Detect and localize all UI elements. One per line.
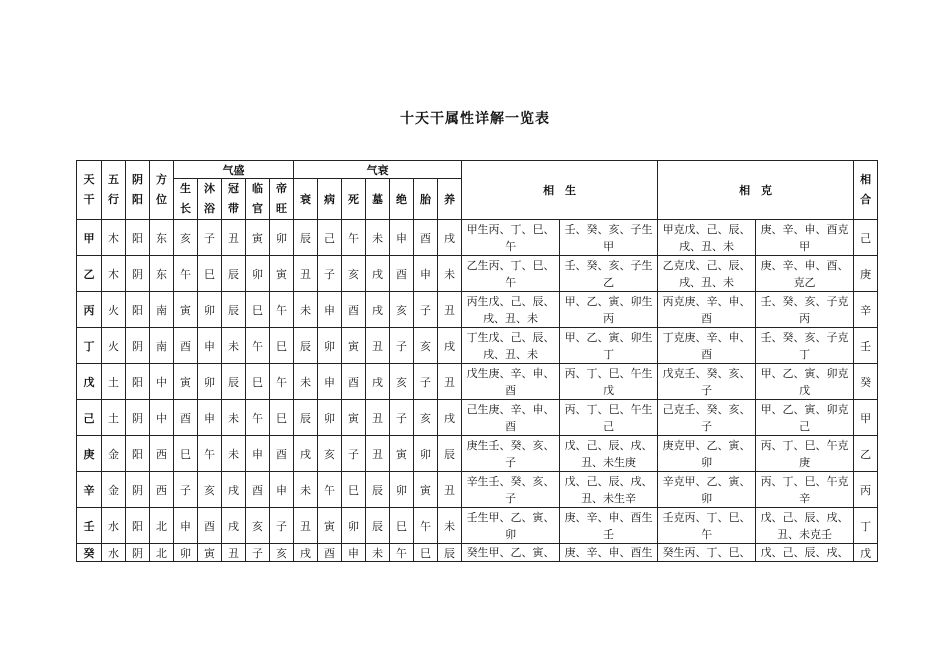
header-sheng-col: 帝 旺 (270, 179, 294, 220)
wuxing-cell: 金 (102, 472, 126, 508)
header-xiangke: 相 克 (658, 161, 854, 220)
stage-cell: 酉 (198, 508, 222, 544)
header-sheng-col: 生 长 (174, 179, 198, 220)
xiangke-out-cell: 乙克戊、己、辰、戌、丑、未 (658, 256, 756, 292)
header-shuai-col: 病 (318, 179, 342, 220)
stage-cell: 丑 (294, 508, 318, 544)
xiangsheng-out-cell: 己生庚、辛、申、酉 (462, 400, 560, 436)
stem-cell: 辛 (77, 472, 102, 508)
stage-cell: 未 (438, 256, 462, 292)
stage-cell: 亥 (390, 364, 414, 400)
stem-cell: 壬 (77, 508, 102, 544)
xiangke-in-cell: 戊、己、辰、戌、丑、未克壬 (756, 508, 854, 544)
xianghe-cell: 乙 (854, 436, 878, 472)
fangwei-cell: 南 (150, 328, 174, 364)
stage-cell: 午 (198, 436, 222, 472)
xianghe-cell: 庚 (854, 256, 878, 292)
stage-cell: 申 (318, 364, 342, 400)
stage-cell: 亥 (414, 400, 438, 436)
stage-cell: 午 (246, 328, 270, 364)
stage-cell: 卯 (270, 220, 294, 256)
stage-cell: 辰 (438, 544, 462, 562)
stage-cell: 午 (390, 544, 414, 562)
stage-cell: 寅 (270, 256, 294, 292)
stage-cell: 申 (270, 472, 294, 508)
yinyang-cell: 阳 (126, 220, 150, 256)
stage-cell: 酉 (174, 400, 198, 436)
stage-cell: 卯 (318, 400, 342, 436)
yinyang-cell: 阳 (126, 508, 150, 544)
table-row (77, 544, 878, 562)
stage-cell: 子 (390, 400, 414, 436)
stage-cell: 子 (390, 328, 414, 364)
xiangke-out-cell: 辛克甲、乙、寅、卯 (658, 472, 756, 508)
xiangsheng-in-cell: 庚、辛、申、酉生 (560, 544, 658, 562)
stage-cell: 戌 (438, 400, 462, 436)
stage-cell: 巳 (390, 508, 414, 544)
xiangsheng-out-cell: 丙生戊、己、辰、戌、丑、未 (462, 292, 560, 328)
stage-cell: 午 (174, 256, 198, 292)
stage-cell: 子 (342, 436, 366, 472)
stage-cell: 丑 (438, 364, 462, 400)
stage-cell: 寅 (198, 544, 222, 562)
xiangke-in-cell: 壬、癸、亥、子克丁 (756, 328, 854, 364)
stage-cell: 卯 (246, 256, 270, 292)
stage-cell: 未 (366, 220, 390, 256)
stage-cell: 丑 (366, 328, 390, 364)
xianghe-cell: 丁 (854, 508, 878, 544)
xiangke-in-cell: 丙、丁、巳、午克庚 (756, 436, 854, 472)
header-yinyang: 阴 阳 (126, 161, 150, 220)
stage-cell: 申 (246, 436, 270, 472)
table-row (77, 220, 878, 256)
fangwei-cell: 中 (150, 400, 174, 436)
header-wuxing: 五 行 (102, 161, 126, 220)
stage-cell: 未 (438, 508, 462, 544)
xiangsheng-in-cell: 丙、丁、巳、午生戊 (560, 364, 658, 400)
header-shuai-col: 死 (342, 179, 366, 220)
stage-cell: 戌 (366, 364, 390, 400)
wuxing-cell: 土 (102, 364, 126, 400)
table-row (77, 364, 878, 400)
stage-cell: 卯 (198, 292, 222, 328)
xiangke-in-cell: 庚、辛、申、酉克甲 (756, 220, 854, 256)
stem-cell: 丁 (77, 328, 102, 364)
stage-cell: 未 (294, 292, 318, 328)
stage-cell: 亥 (198, 472, 222, 508)
stage-cell: 卯 (198, 364, 222, 400)
xiangsheng-in-cell: 壬、癸、亥、子生甲 (560, 220, 658, 256)
xianghe-cell: 丙 (854, 472, 878, 508)
stage-cell: 寅 (174, 364, 198, 400)
xiangsheng-in-cell: 庚、辛、申、酉生壬 (560, 508, 658, 544)
header-fangwei: 方 位 (150, 161, 174, 220)
xiangke-out-cell: 己克壬、癸、亥、子 (658, 400, 756, 436)
stage-cell: 丑 (366, 436, 390, 472)
table-row (77, 508, 878, 544)
stage-cell: 酉 (174, 328, 198, 364)
stage-cell: 子 (318, 256, 342, 292)
stage-cell: 戌 (366, 292, 390, 328)
xiangsheng-out-cell: 壬生甲、乙、寅、卯 (462, 508, 560, 544)
stage-cell: 未 (222, 328, 246, 364)
stage-cell: 午 (342, 220, 366, 256)
xiangke-in-cell: 庚、辛、申、酉、克乙 (756, 256, 854, 292)
stage-cell: 未 (222, 400, 246, 436)
stage-cell: 丑 (438, 292, 462, 328)
xiangke-in-cell: 丙、丁、巳、午克辛 (756, 472, 854, 508)
xiangke-in-cell: 壬、癸、亥、子克丙 (756, 292, 854, 328)
xiangsheng-out-cell: 辛生壬、癸、亥、子 (462, 472, 560, 508)
stage-cell: 辰 (294, 328, 318, 364)
stage-cell: 戌 (222, 472, 246, 508)
stage-cell: 巳 (414, 544, 438, 562)
xiangsheng-in-cell: 丙、丁、巳、午生己 (560, 400, 658, 436)
stage-cell: 戌 (438, 220, 462, 256)
stage-cell: 午 (246, 400, 270, 436)
stage-cell: 卯 (174, 544, 198, 562)
stage-cell: 申 (342, 544, 366, 562)
stage-cell: 寅 (390, 436, 414, 472)
stage-cell: 寅 (342, 400, 366, 436)
stage-cell: 卯 (342, 508, 366, 544)
stage-cell: 午 (318, 472, 342, 508)
xiangke-out-cell: 壬克丙、丁、巳、午 (658, 508, 756, 544)
stem-cell: 戊 (77, 364, 102, 400)
fangwei-cell: 南 (150, 292, 174, 328)
stem-cell: 己 (77, 400, 102, 436)
xiangsheng-out-cell: 庚生壬、癸、亥、子 (462, 436, 560, 472)
header-shuai-col: 养 (438, 179, 462, 220)
header-tiangan: 天 干 (77, 161, 102, 220)
stage-cell: 戌 (222, 508, 246, 544)
stage-cell: 辰 (294, 220, 318, 256)
stage-cell: 丑 (222, 544, 246, 562)
stage-cell: 子 (246, 544, 270, 562)
table-row (77, 292, 878, 328)
stage-cell: 子 (198, 220, 222, 256)
yinyang-cell: 阴 (126, 400, 150, 436)
wuxing-cell: 土 (102, 400, 126, 436)
stage-cell: 戌 (294, 436, 318, 472)
stage-cell: 卯 (318, 328, 342, 364)
xiangke-out-cell: 丙克庚、辛、申、酉 (658, 292, 756, 328)
xiangsheng-in-cell: 戊、己、辰、戌、丑、未生庚 (560, 436, 658, 472)
stage-cell: 戌 (294, 544, 318, 562)
stage-cell: 酉 (318, 544, 342, 562)
header-shuai-col: 衰 (294, 179, 318, 220)
stage-cell: 午 (414, 508, 438, 544)
wuxing-cell: 木 (102, 220, 126, 256)
header-qisheng: 气盛 (174, 161, 294, 179)
table-row (77, 328, 878, 364)
xiangke-in-cell: 戊、己、辰、戌、 (756, 544, 854, 562)
xiangsheng-in-cell: 甲、乙、寅、卯生丙 (560, 292, 658, 328)
table-row (77, 256, 878, 292)
stage-cell: 午 (270, 292, 294, 328)
stage-cell: 丑 (438, 472, 462, 508)
stage-cell: 亥 (270, 544, 294, 562)
xianghe-cell: 甲 (854, 400, 878, 436)
yinyang-cell: 阳 (126, 364, 150, 400)
stage-cell: 亥 (174, 220, 198, 256)
header-shuai-col: 胎 (414, 179, 438, 220)
xiangsheng-in-cell: 甲、乙、寅、卯生丁 (560, 328, 658, 364)
stage-cell: 酉 (270, 436, 294, 472)
stage-cell: 巳 (198, 256, 222, 292)
xiangsheng-out-cell: 乙生丙、丁、巳、午 (462, 256, 560, 292)
stage-cell: 未 (294, 364, 318, 400)
yinyang-cell: 阳 (126, 436, 150, 472)
stage-cell: 卯 (390, 472, 414, 508)
stage-cell: 辰 (438, 436, 462, 472)
stage-cell: 亥 (390, 292, 414, 328)
fangwei-cell: 中 (150, 364, 174, 400)
stage-cell: 亥 (246, 508, 270, 544)
xiangke-out-cell: 丁克庚、辛、申、酉 (658, 328, 756, 364)
stage-cell: 辰 (222, 292, 246, 328)
fangwei-cell: 东 (150, 220, 174, 256)
header-sheng-col: 临 官 (246, 179, 270, 220)
stage-cell: 巳 (270, 400, 294, 436)
stage-cell: 未 (294, 472, 318, 508)
xiangke-out-cell: 戊克壬、癸、亥、子 (658, 364, 756, 400)
xiangke-in-cell: 甲、乙、寅、卯克己 (756, 400, 854, 436)
xiangsheng-in-cell: 戊、己、辰、戌、丑、未生辛 (560, 472, 658, 508)
stage-cell: 辰 (222, 256, 246, 292)
stage-cell: 亥 (342, 256, 366, 292)
stage-cell: 己 (318, 220, 342, 256)
yinyang-cell: 阴 (126, 328, 150, 364)
fangwei-cell: 北 (150, 508, 174, 544)
stage-cell: 寅 (246, 220, 270, 256)
stage-cell: 酉 (246, 472, 270, 508)
xiangsheng-out-cell: 甲生丙、丁、巳、午 (462, 220, 560, 256)
stage-cell: 巳 (246, 292, 270, 328)
stage-cell: 午 (270, 364, 294, 400)
stage-cell: 申 (414, 256, 438, 292)
stem-cell: 丙 (77, 292, 102, 328)
xiangke-out-cell: 癸生丙、丁、巳、 (658, 544, 756, 562)
xianghe-cell: 辛 (854, 292, 878, 328)
stage-cell: 戌 (438, 328, 462, 364)
stage-cell: 寅 (342, 328, 366, 364)
wuxing-cell: 火 (102, 292, 126, 328)
table-row (77, 472, 878, 508)
stage-cell: 丑 (222, 220, 246, 256)
stem-cell: 乙 (77, 256, 102, 292)
stage-cell: 巳 (174, 436, 198, 472)
fangwei-cell: 北 (150, 544, 174, 562)
stem-cell: 庚 (77, 436, 102, 472)
xiangke-out-cell: 庚克甲、乙、寅、卯 (658, 436, 756, 472)
header-sheng-col: 沐 浴 (198, 179, 222, 220)
stage-cell: 申 (318, 292, 342, 328)
stage-cell: 巳 (246, 364, 270, 400)
header-xiangsheng: 相 生 (462, 161, 658, 220)
stage-cell: 酉 (414, 220, 438, 256)
wuxing-cell: 水 (102, 544, 126, 562)
stage-cell: 寅 (318, 508, 342, 544)
stage-cell: 申 (198, 400, 222, 436)
stem-cell: 甲 (77, 220, 102, 256)
stage-cell: 辰 (366, 472, 390, 508)
yinyang-cell: 阴 (126, 472, 150, 508)
header-qishuai: 气衰 (294, 161, 462, 179)
page-title: 十天干属性详解一览表 (400, 111, 550, 127)
xianghe-cell: 壬 (854, 328, 878, 364)
header-xianghe: 相 合 (854, 161, 878, 220)
tiangan-table (76, 160, 878, 562)
wuxing-cell: 木 (102, 256, 126, 292)
xianghe-cell: 己 (854, 220, 878, 256)
yinyang-cell: 阴 (126, 256, 150, 292)
stage-cell: 卯 (414, 436, 438, 472)
xianghe-cell: 癸 (854, 364, 878, 400)
stage-cell: 辰 (222, 364, 246, 400)
stage-cell: 未 (366, 544, 390, 562)
xiangke-in-cell: 甲、乙、寅、卯克戊 (756, 364, 854, 400)
stage-cell: 酉 (390, 256, 414, 292)
table-row (77, 400, 878, 436)
stage-cell: 丑 (294, 256, 318, 292)
stage-cell: 子 (174, 472, 198, 508)
stage-cell: 子 (414, 364, 438, 400)
stage-cell: 子 (414, 292, 438, 328)
wuxing-cell: 火 (102, 328, 126, 364)
stage-cell: 子 (270, 508, 294, 544)
stage-cell: 寅 (174, 292, 198, 328)
stage-cell: 未 (222, 436, 246, 472)
fangwei-cell: 东 (150, 256, 174, 292)
stage-cell: 申 (198, 328, 222, 364)
stage-cell: 申 (390, 220, 414, 256)
header-shuai-col: 绝 (390, 179, 414, 220)
yinyang-cell: 阳 (126, 292, 150, 328)
stage-cell: 亥 (414, 328, 438, 364)
stage-cell: 丑 (366, 400, 390, 436)
yinyang-cell: 阴 (126, 544, 150, 562)
stem-cell: 癸 (77, 544, 102, 562)
wuxing-cell: 水 (102, 508, 126, 544)
stage-cell: 巳 (342, 472, 366, 508)
fangwei-cell: 西 (150, 472, 174, 508)
stage-cell: 戌 (366, 256, 390, 292)
stage-cell: 申 (174, 508, 198, 544)
header-shuai-col: 墓 (366, 179, 390, 220)
stage-cell: 巳 (270, 328, 294, 364)
table-row (77, 436, 878, 472)
xiangsheng-out-cell: 丁生戊、己、辰、戌、丑、未 (462, 328, 560, 364)
stage-cell: 亥 (318, 436, 342, 472)
wuxing-cell: 金 (102, 436, 126, 472)
stage-cell: 酉 (342, 364, 366, 400)
xiangsheng-in-cell: 壬、癸、亥、子生乙 (560, 256, 658, 292)
xiangke-out-cell: 甲克戊、己、辰、戌、丑、未 (658, 220, 756, 256)
stage-cell: 辰 (366, 508, 390, 544)
stage-cell: 酉 (342, 292, 366, 328)
stage-cell: 寅 (414, 472, 438, 508)
xiangsheng-out-cell: 癸生甲、乙、寅、 (462, 544, 560, 562)
xianghe-cell: 戊 (854, 544, 878, 562)
fangwei-cell: 西 (150, 436, 174, 472)
stage-cell: 辰 (294, 400, 318, 436)
xiangsheng-out-cell: 戊生庚、辛、申、酉 (462, 364, 560, 400)
header-sheng-col: 冠 带 (222, 179, 246, 220)
